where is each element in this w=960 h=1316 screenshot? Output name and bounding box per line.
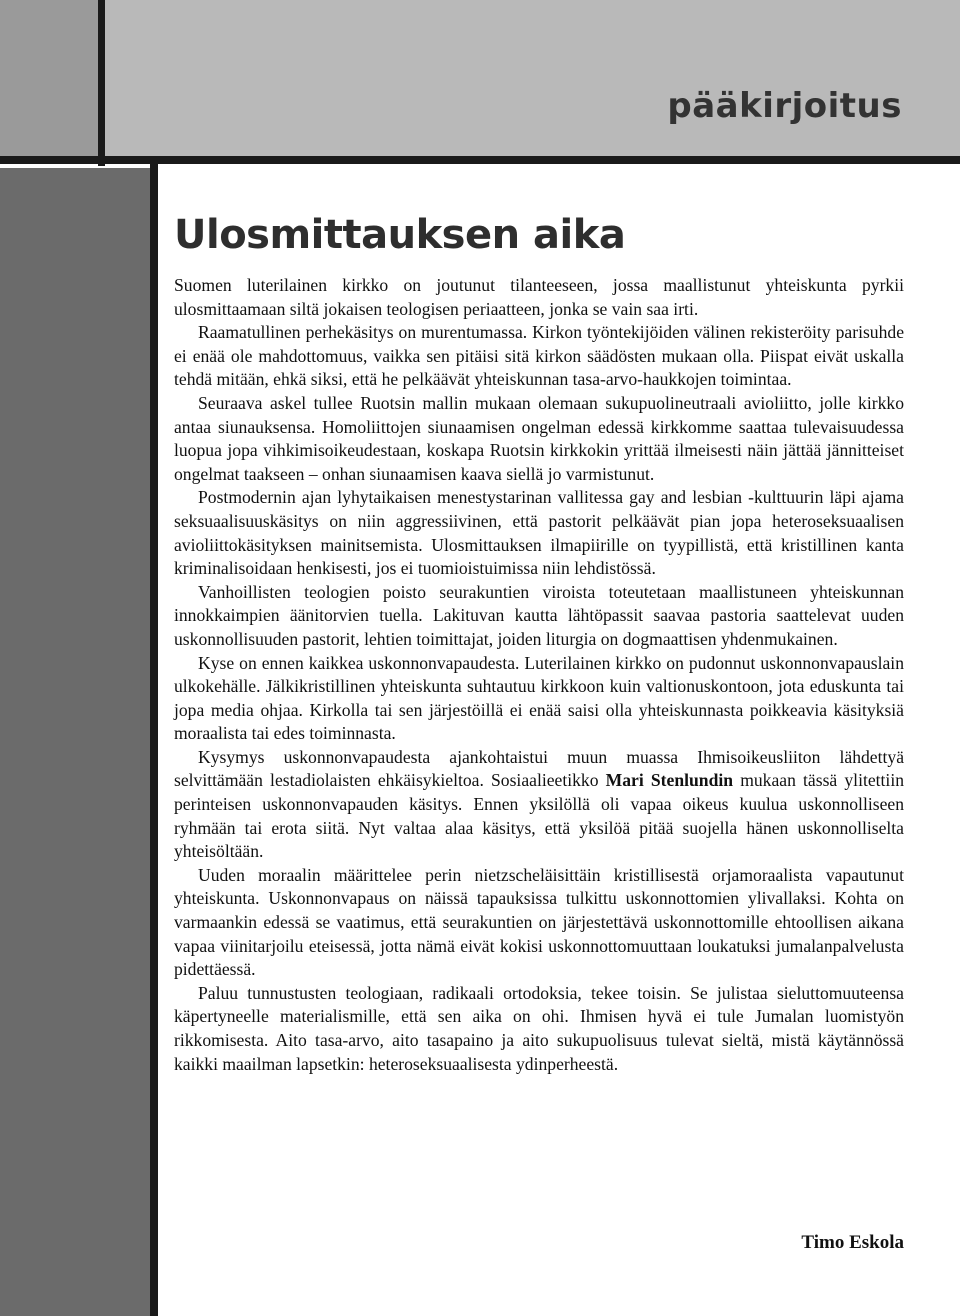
article-paragraph: Seuraava askel tullee Ruotsin mallin mukaan olemaan sukupuolineutraali avioliitto, jolle kirkko antaa siunauksensa. Homoliittojen siunaamisen ongelman edessä kirkkomme saattaa tulevaisuudessa luopua jopa vihkimisoikeudestaan, koskapa Ruotsin kirkkokin yrittää ilmeisesti näin jättää jännitteiset ongelmat taakseen – onhan siunaamisen kaava siellä jo varmistunut. [174,392,904,484]
section-label: pääkirjoitus [667,86,902,126]
article-paragraph [174,746,904,864]
article-title: Ulosmittauksen aika [174,212,626,258]
article-paragraph: Paluu tunnustusten teologiaan, radikaali ortodoksia, tekee toisin. Se julistaa sieluttomuuteensa käpertyneelle materialismille, että sen aika on ohi. Ihmisen hyvä ei tule Jumalan luomistyön rikkomisesta. Aito tasa-arvo, aito tasapaino ja aito sukupuolisuus tulevat sieltä, mistä käytännössä kaikki maailman lapsetkin: heteroseksuaalisesta ydinperheestä. [174,982,904,1074]
decorative-line [98,0,105,166]
article-paragraph: Raamatullinen perhekäsitys on murentumassa. Kirkon työntekijöiden välinen rekisteröity parisuhde ei enää ole mahdottomuus, vaikka sen pitäisi sitä kirkon säädösten mukaan olla. Piispat eivät uskalla tehdä mitään, ehkä siksi, että he pelkäävät yhteiskunnan tasa-arvo-haukkojen toimintaa. [174,322,904,390]
article-body [174,274,904,1076]
header-band [0,0,960,160]
article-paragraph: Vanhoillisten teologien poisto seurakuntien viroista toteutetaan maallistuneen yhteiskunnan innokkaimpien äänitorvien tuella. Lakituvan kautta lähtöpassit saavaa pastoria saattelevat uuden uskonnollisuuden pastorit, lehtien toimittajat, joiden liturgia on dogmaattisen yhdenmukainen. [174,581,904,649]
header-corner-block [0,0,100,160]
paragraph-text: mukaan tässä ylitettiin perinteisen uskonnonvapauden käsitys. Ennen yksilöllä oli vapaa oikeus kuulua uskonnolliseen ryhmään tai erota siitä. Nyt valtaa alaa käsitys, että yksilöä pitää suojella hänen uskonnolliselta yhteisöltään. [174,770,905,862]
left-side-band [0,168,150,1316]
article-paragraph: Postmodernin ajan lyhytaikaisen menestystarinan vallitessa gay and lesbian -kulttuurin läpi ajama seksuaalisuuskäsitys on niin aggressiivinen, että pastorit pelkäävät pian jopa heteroseksuaalisen avioliittokäsityksen mainitsemista. Ulosmittauksen ilmapiirille on tyypillistä, että kristillinen kanta kriminalisoidaan henkisesti, jos ei tuomioistuimissa niin lehdistössä. [174,487,904,579]
paragraph-text: Kysymys uskonnonvapaudesta ajankohtaistui muun muassa Ihmisoikeusliiton lähdettyä selvittämään lestadiolaisten ehkäisykieltoa. Sosiaalieetikko [174,746,904,791]
decorative-line [150,160,158,1316]
decorative-line [0,156,960,164]
article-paragraph: Suomen luterilainen kirkko on joutunut tilanteeseen, jossa maallistunut yhteiskunta pyrkii ulosmittaamaan siltä jokaisen teologisen periaatteen, jonka se vain saa irti. [174,275,904,319]
person-name: Mari Stenlundin [605,770,734,791]
article-paragraph: Uuden moraalin määrittelee perin nietzscheläisittäin kristillisestä orjamoraalista vapautunut yhteiskunta. Uskonnonvapaus on näissä tapauksissa tulkittu uskonnottomien ylivallaksi. Kohta on varmaankin edessä se vaatimus, että seurakuntien on järjestettävä uskonnottomille ehtoollisen aikana vapaa viinitarjoilu eteisessä, jotta nämä eivät kokisi uskonnottomuuttaan loukatuksi jumalanpalvelusta pidettäessä. [174,864,904,980]
author-signature: Timo Eskola [801,1232,904,1253]
article-paragraph: Kyse on ennen kaikkea uskonnonvapaudesta. Luterilainen kirkko on pudonnut uskonnonvapauslain ulkokehälle. Jälkikristillinen yhteiskunta suhtautuu kirkkoon kuin valtionuskontoon, jota eduskunta tai jopa media ohjaa. Kirkolla tai sen järjestöillä ei enää saisi olla yhteiskunnasta poikkeavia käsityksiä moraalista tai edes toiminnasta. [174,652,904,744]
